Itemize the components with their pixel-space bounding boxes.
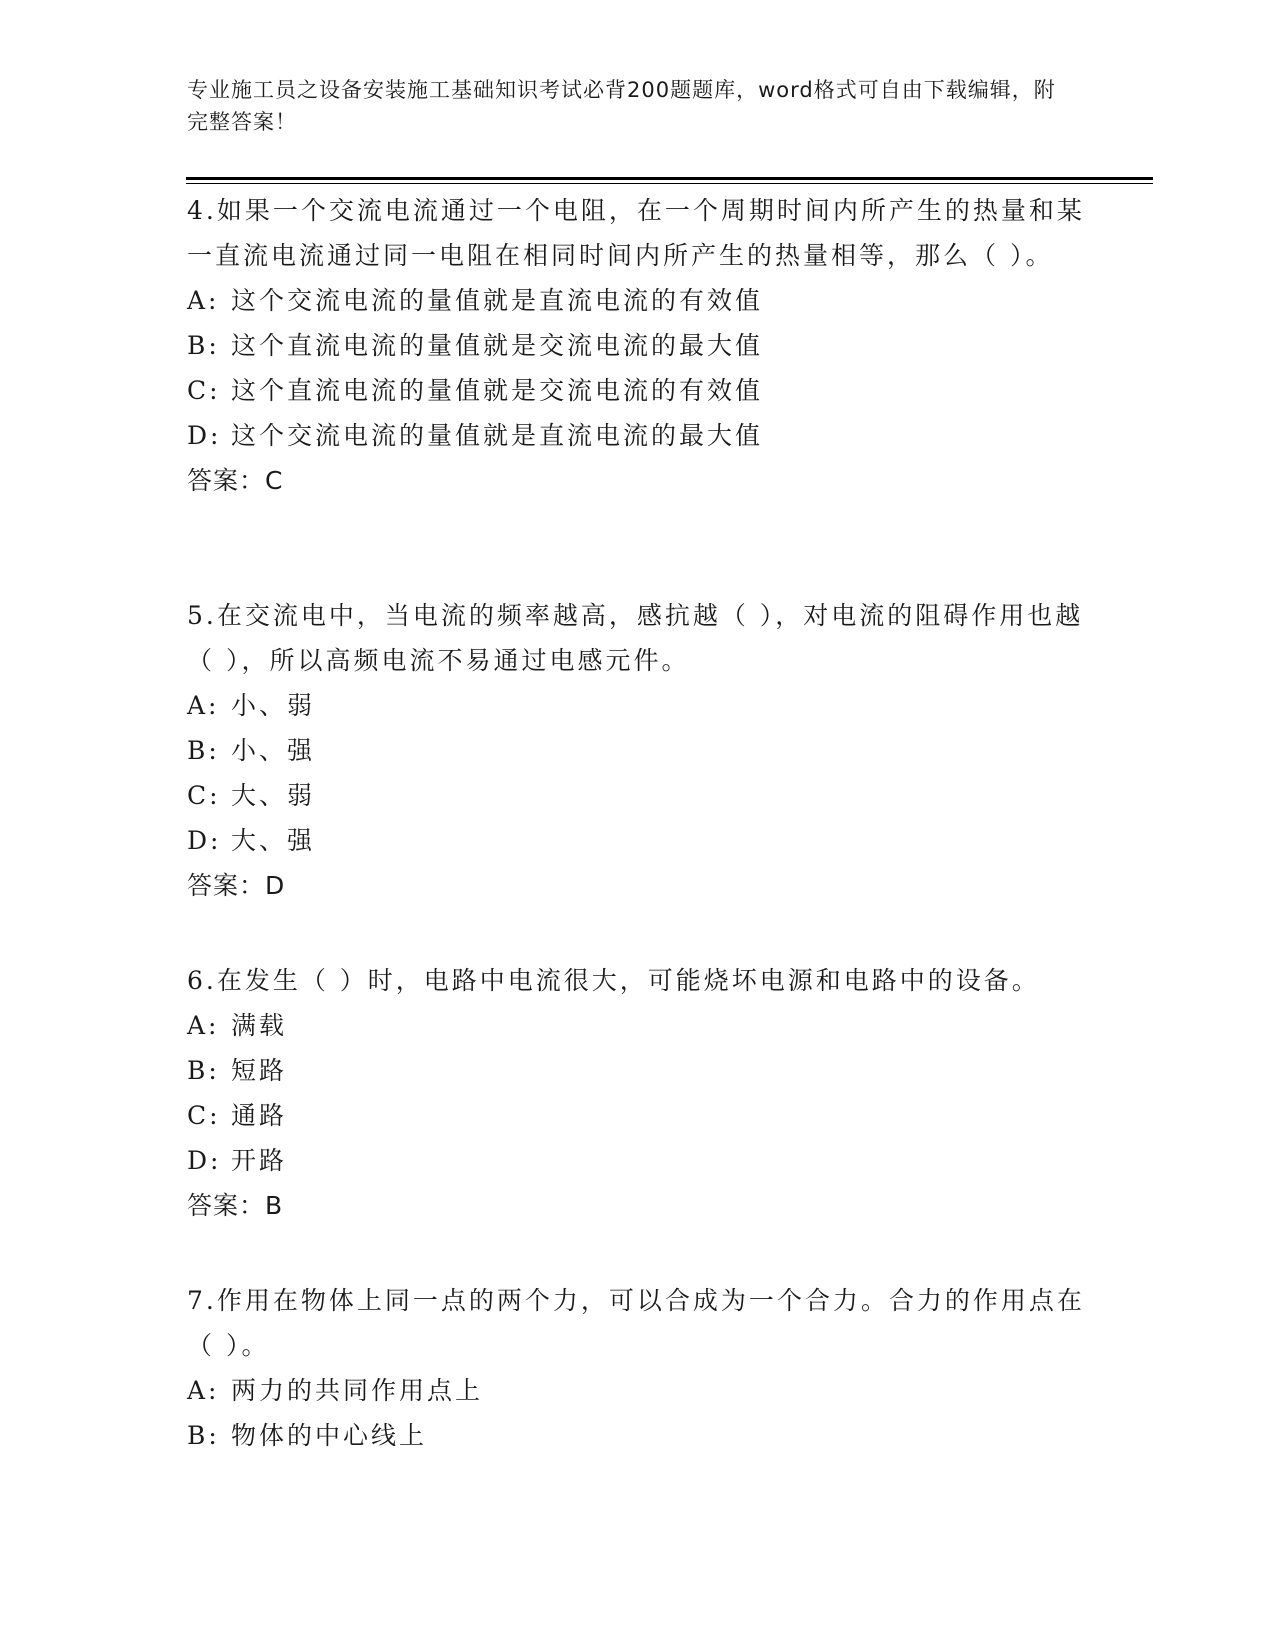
option-letter: A: [187, 1376, 220, 1405]
option-text: 小、强 [231, 736, 316, 765]
option-letter: D: [187, 826, 222, 855]
option-letter: C: [187, 781, 221, 810]
answer-line: 答案：B [187, 1191, 284, 1220]
header-divider-thin [186, 183, 1153, 184]
question-stem: 4.如果一个交流电流通过一个电阻，在一个周期时间内所产生的热量和某一直流电流通过同一电阻在相同时间内所产生的热量相等，那么（ ）。 [187, 196, 1085, 270]
question-stem: 6.在发生（ ）时，电路中电流很大，可能烧坏电源和电路中的设备。 [187, 966, 1040, 995]
option-letter: D: [187, 1146, 222, 1175]
option-d [187, 818, 1087, 863]
option-c [187, 773, 1087, 818]
option-text: 两力的共同作用点上 [231, 1376, 484, 1405]
option-text: 大、强 [231, 826, 316, 855]
option-text: 这个直流电流的量值就是交流电流的有效值 [231, 376, 764, 405]
option-text: 这个交流电流的量值就是直流电流的有效值 [231, 286, 764, 315]
option-letter: B: [187, 1421, 220, 1450]
question-7 [187, 1278, 1087, 1458]
option-d [187, 1138, 1087, 1183]
option-a [187, 1003, 1087, 1048]
option-d [187, 413, 1087, 458]
option-c [187, 1093, 1087, 1138]
option-letter: B: [187, 736, 220, 765]
option-a [187, 278, 1087, 323]
option-text: 通路 [231, 1101, 288, 1130]
option-text: 物体的中心线上 [231, 1421, 428, 1450]
answer-line: 答案：D [187, 871, 286, 900]
option-letter: D: [187, 421, 222, 450]
option-b [187, 1413, 1087, 1458]
option-b [187, 323, 1087, 368]
option-text: 这个交流电流的量值就是直流电流的最大值 [231, 421, 764, 450]
option-text: 开路 [231, 1146, 288, 1175]
option-text: 小、弱 [231, 691, 316, 720]
question-stem: 5.在交流电中，当电流的频率越高，感抗越（ ），对电流的阻碍作用也越（ ），所以高频电流不易通过电感元件。 [187, 601, 1084, 675]
option-a [187, 1368, 1087, 1413]
header-divider-thick [186, 177, 1153, 180]
option-letter: A: [187, 286, 220, 315]
option-letter: A: [187, 691, 220, 720]
option-text: 大、弱 [231, 781, 316, 810]
option-letter: B: [187, 1056, 220, 1085]
question-4 [187, 188, 1087, 503]
question-5 [187, 593, 1087, 908]
question-6 [187, 958, 1087, 1228]
option-text: 这个直流电流的量值就是交流电流的最大值 [231, 331, 764, 360]
question-stem: 7.作用在物体上同一点的两个力，可以合成为一个合力。合力的作用点在（ ）。 [187, 1286, 1085, 1360]
document-header: 专业施工员之设备安装施工基础知识考试必背200题题库，word格式可自由下载编辑，附完整答案！ [187, 78, 1056, 134]
answer-line: 答案：C [187, 466, 284, 495]
option-text: 短路 [231, 1056, 288, 1085]
option-letter: C: [187, 376, 221, 405]
option-letter: A: [187, 1011, 220, 1040]
option-letter: C: [187, 1101, 221, 1130]
option-b [187, 728, 1087, 773]
option-b [187, 1048, 1087, 1093]
option-letter: B: [187, 331, 220, 360]
option-c [187, 368, 1087, 413]
option-text: 满载 [231, 1011, 288, 1040]
option-a [187, 683, 1087, 728]
